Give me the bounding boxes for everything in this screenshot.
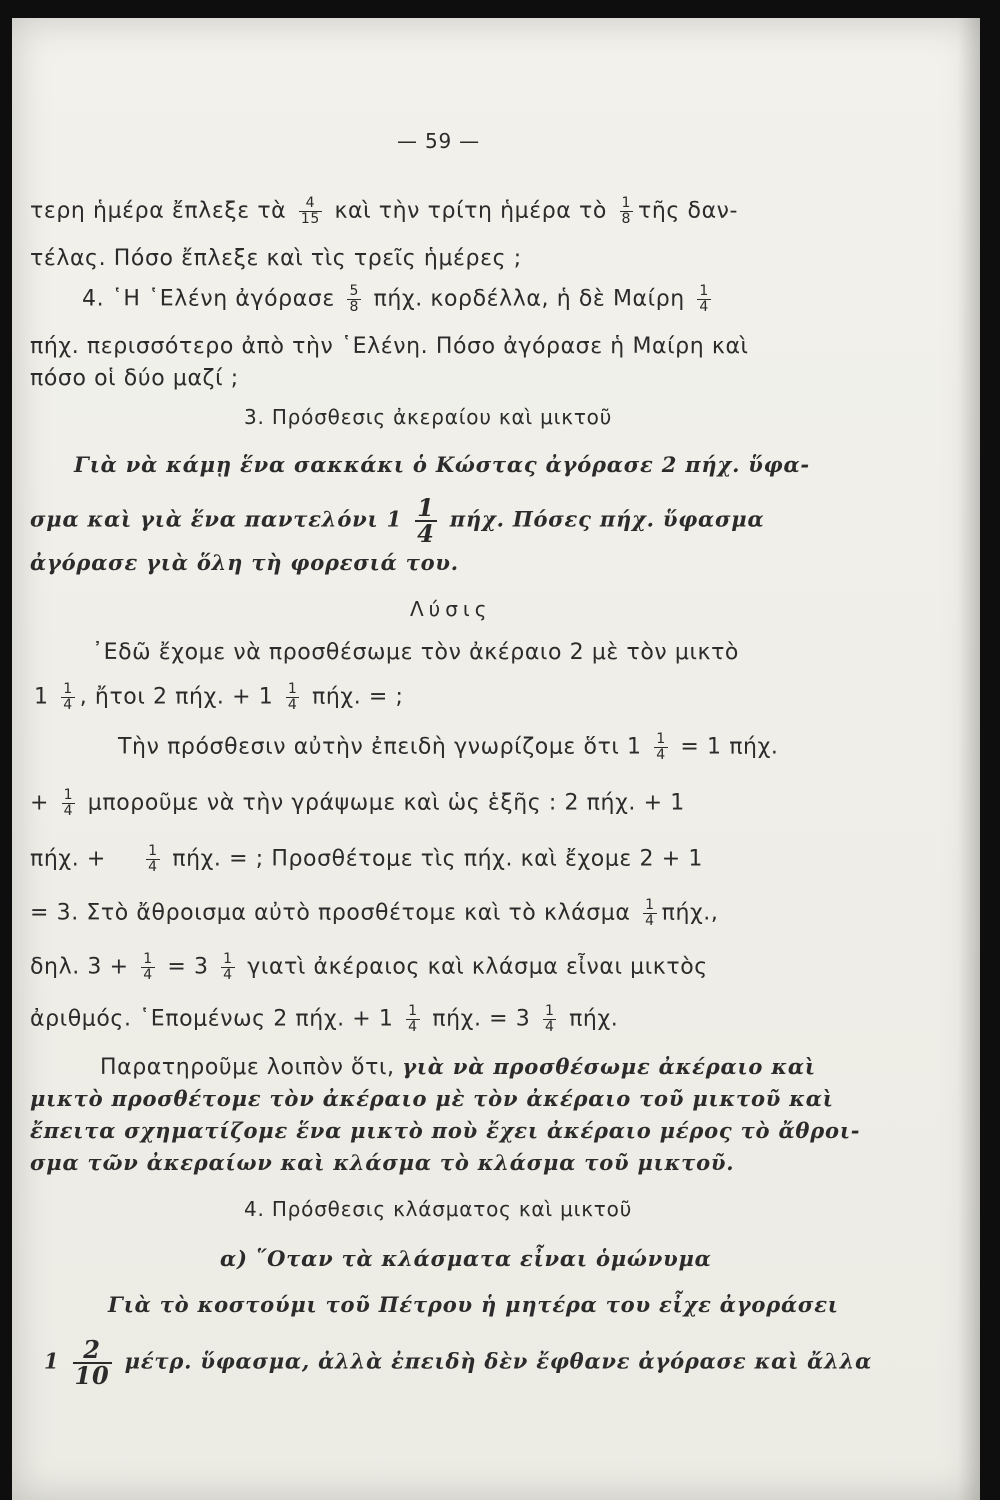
numerator: 4	[305, 195, 316, 211]
line-text: = 3. Στὸ ἄθροισμα αὐτὸ προσθέτομε καὶ τὸ κλάσμα	[30, 900, 631, 926]
line-text: καὶ τὴν τρίτη ἡμέρα τὸ	[334, 198, 607, 224]
fraction	[643, 898, 657, 929]
numerator: 1	[148, 843, 158, 859]
numerator: 1	[143, 951, 153, 967]
numerator: 2	[83, 1335, 101, 1364]
fraction	[62, 788, 76, 819]
text-line: πόσο οἱ δύο μαζί ;	[30, 366, 239, 391]
line-text: 1	[44, 1348, 60, 1374]
line-text: πήχ. κορδέλλα, ἡ δὲ Μαίρη	[373, 286, 685, 312]
line-text: πήχ. = ;	[312, 684, 404, 710]
line-text: 4. ῾Η ῾Ελένη ἀγόρασε	[82, 286, 335, 312]
italic-line: Γιὰ τὸ κοστούμι τοῦ Πέτρου ἡ μητέρα του εἶχε ἀγοράσει	[108, 1292, 839, 1317]
denominator: 8	[621, 211, 632, 227]
line-text: μποροῦμε νὰ τὴν γράψωμε καὶ ὡς ἑξῆς : 2 πήχ. + 1	[87, 790, 685, 816]
line-text: πήχ.,	[661, 900, 719, 926]
numerator: 1	[63, 787, 74, 803]
section-heading: 4. Πρόσθεσις κλάσματος καὶ μικτοῦ	[244, 1197, 633, 1221]
line-text: πήχ. Πόσες πήχ. ὕφασμα	[449, 506, 765, 532]
denominator: 4	[645, 913, 655, 929]
numerator: 1	[645, 897, 655, 913]
fraction	[146, 844, 160, 875]
denominator: 4	[417, 519, 435, 548]
text-line: τέλας. Πόσο ἔπλεξε καὶ τὶς τρεῖς ἡμέρες ;	[30, 246, 522, 271]
denominator: 4	[544, 1019, 555, 1035]
line-text: , ἤτοι 2 πήχ. + 1	[79, 684, 274, 710]
denominator: 4	[699, 299, 709, 315]
fraction	[406, 1004, 420, 1035]
text-line	[30, 898, 719, 929]
fraction	[299, 196, 322, 227]
denominator: 4	[287, 697, 298, 713]
line-text: ἀριθμός. ῾Επομένως 2 πήχ. + 1	[30, 1006, 394, 1032]
italic-line	[30, 493, 765, 548]
denominator: 4	[63, 697, 73, 713]
line-text: +	[30, 790, 50, 816]
fraction	[141, 952, 155, 983]
line-text: 1	[34, 684, 49, 710]
page-number: — 59 —	[397, 129, 480, 153]
line-text: Τὴν πρόσθεσιν αὐτὴν ἐπειδὴ γνωρίζομε ὅτι 1	[118, 734, 642, 760]
fraction	[697, 284, 711, 315]
text-line	[82, 284, 716, 315]
section-heading: 3. Πρόσθεσις ἀκεραίου καὶ μικτοῦ	[244, 405, 613, 429]
numerator: 1	[699, 283, 709, 299]
numerator: 1	[656, 731, 666, 747]
denominator: 4	[223, 967, 233, 983]
text-line	[34, 682, 404, 713]
text-line	[30, 1004, 618, 1035]
fraction	[415, 493, 437, 548]
numerator: 1	[223, 951, 233, 967]
denominator: 4	[63, 803, 74, 819]
denominator: 4	[656, 747, 666, 763]
line-text: πήχ.	[569, 1006, 619, 1032]
denominator: 8	[349, 299, 359, 315]
line-text: μέτρ. ὕφασμα, ἀλλὰ ἐπειδὴ δὲν ἔφθανε ἀγόρασε καὶ ἄλλα	[124, 1348, 873, 1374]
numerator: 1	[287, 681, 298, 697]
text-line	[30, 952, 708, 983]
text-line	[100, 1054, 816, 1081]
page-edge-shadow	[958, 18, 980, 1500]
fraction	[347, 284, 361, 315]
line-text: = 3	[167, 954, 209, 980]
line-text: τῆς δαν-	[638, 198, 739, 224]
fraction	[654, 732, 668, 763]
line-text: τερη ἡμέρα ἔπλεξε τὰ	[30, 198, 287, 224]
fraction	[61, 682, 75, 713]
fraction	[73, 1335, 112, 1390]
denominator: 10	[74, 1361, 110, 1390]
text-line: πήχ. περισσότερο ἀπὸ τὴν ῾Ελένη. Πόσο ἀγόρασε ἡ Μαίρη καὶ	[30, 334, 749, 359]
line-text: δηλ. 3 +	[30, 954, 129, 980]
italic-line: ἔπειτα σχηματίζομε ἕνα μικτὸ ποὺ ἔχει ἀκέραιο μέρος τὸ ἄθροι-	[30, 1118, 861, 1143]
numerator: 5	[349, 283, 359, 299]
line-text: Παρατηροῦμε λοιπὸν ὅτι,	[100, 1055, 395, 1080]
fraction	[286, 682, 300, 713]
denominator: 15	[300, 211, 320, 227]
numerator: 1	[621, 195, 632, 211]
denominator: 4	[143, 967, 153, 983]
fraction	[221, 952, 235, 983]
fraction	[620, 196, 634, 227]
text-line	[118, 732, 778, 763]
numerator: 1	[63, 681, 73, 697]
italic-line: ἀγόρασε γιὰ ὅλη τὴ φορεσιά του.	[30, 550, 459, 575]
italic-line: Γιὰ νὰ κάμῃ ἕνα σακκάκι ὁ Κώστας ἀγόρασε 2 πήχ. ὕφα-	[74, 452, 810, 477]
line-text: = 1 πήχ.	[680, 734, 779, 760]
italic-line: σμα τῶν ἀκεραίων καὶ κλάσμα τὸ κλάσμα τοῦ μικτοῦ.	[30, 1150, 735, 1175]
fraction	[543, 1004, 557, 1035]
italic-line	[44, 1335, 873, 1390]
italic-text: γιὰ νὰ προσθέσωμε ἀκέραιο καὶ	[402, 1054, 816, 1079]
denominator: 4	[408, 1019, 418, 1035]
text-line	[30, 844, 703, 875]
text-line: ᾿Εδῶ ἔχομε νὰ προσθέσωμε τὸν ἀκέραιο 2 μὲ τὸν μικτὸ	[92, 640, 739, 665]
book-page	[12, 18, 980, 1500]
line-text: σμα καὶ γιὰ ἕνα παντελόνι 1	[30, 506, 402, 532]
text-line	[30, 788, 685, 819]
line-text: γιατὶ ἀκέραιος καὶ κλάσμα εἶναι μικτὸς	[247, 954, 708, 980]
text-line	[30, 196, 738, 227]
numerator: 1	[544, 1003, 555, 1019]
numerator: 1	[408, 1003, 418, 1019]
line-text: πήχ. = ; Προσθέτομε τὶς πήχ. καὶ ἔχομε 2 + 1	[172, 846, 703, 872]
italic-line: μικτὸ προσθέτομε τὸν ἀκέραιο μὲ τὸν ἀκέραιο τοῦ μικτοῦ καὶ	[30, 1086, 834, 1111]
line-text: πήχ. +	[30, 846, 106, 872]
solution-heading: Λύσις	[410, 597, 492, 621]
subsection-heading: α) ῞Οταν τὰ κλάσματα εἶναι ὁμώνυμα	[220, 1246, 712, 1271]
denominator: 4	[148, 859, 158, 875]
numerator: 1	[417, 493, 435, 522]
line-text: πήχ. = 3	[432, 1006, 531, 1032]
